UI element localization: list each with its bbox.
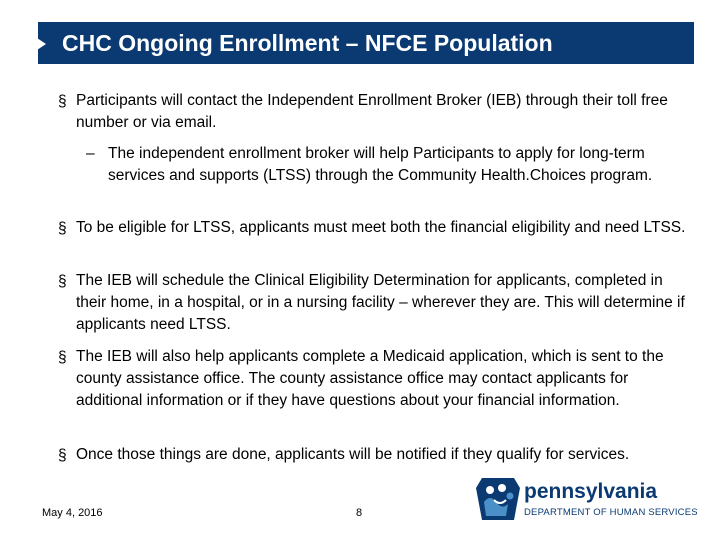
bullet-marker-1: § xyxy=(58,93,67,110)
logo-department: DEPARTMENT OF HUMAN SERVICES xyxy=(524,507,698,518)
pa-dhs-logo xyxy=(476,476,698,522)
bullet-text-4: The IEB will also help applicants complete a Medicaid application, which is sent to the county assistance office. The county assistance office may contact applicants for additional information or if they have questions about your financial information. xyxy=(76,348,664,409)
page-number: 8 xyxy=(356,507,363,519)
bullet-marker-3: § xyxy=(58,273,67,290)
footer-date: May 4, 2016 xyxy=(42,507,103,519)
logo-name: pennsylvania xyxy=(524,480,658,503)
sub-bullet-text-1: The independent enrollment broker will help Participants to apply for long-term services and supports (LTSS) through the Community Health.Choices program. xyxy=(108,145,653,184)
bullet-marker-4: § xyxy=(58,349,67,366)
bullet-marker-2: § xyxy=(58,220,67,237)
bullet-text-3: The IEB will schedule the Clinical Eligibility Determination for applicants, completed in their home, in a hospital, or in a nursing facility – wherever they are. This will determine if applicants need LTSS. xyxy=(76,272,685,333)
bullet-text-1: Participants will contact the Independent Enrollment Broker (IEB) through their toll free number or via email. xyxy=(76,92,668,131)
keystone-icon xyxy=(476,476,520,522)
slide-title: CHC Ongoing Enrollment – NFCE Population xyxy=(62,29,553,56)
bullet-text-5: Once those things are done, applicants will be notified if they qualify for services. xyxy=(76,446,630,463)
bullet-marker-5: § xyxy=(58,447,67,464)
bullet-text-2: To be eligible for LTSS, applicants must meet both the financial eligibility and need LTSS. xyxy=(76,219,686,236)
sub-bullet-marker-1: – xyxy=(86,145,95,162)
